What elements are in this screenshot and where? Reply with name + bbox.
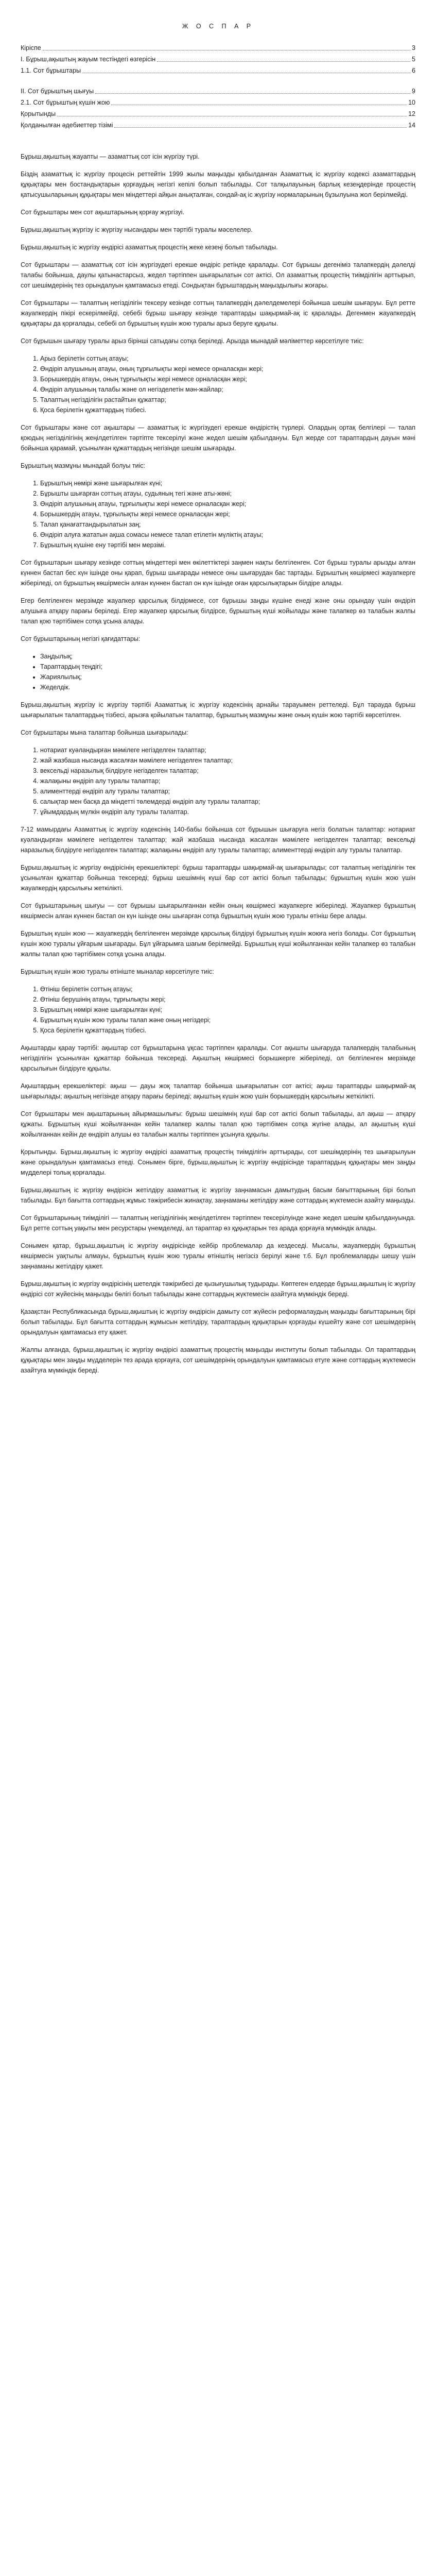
body-paragraph: Сот бұрыштары мына талаптар бойынша шығарылады: xyxy=(21,729,188,736)
table-of-contents xyxy=(21,42,415,131)
body-paragraph: Сот бұрыштарының негізгі қағидаттары: xyxy=(21,635,141,642)
body-paragraph: Ақыштарды қарау тәртібі: ақыштар сот бұрыштарына ұқсас тәртіппен қаралады. Сот ақышты шығаруда талапкердің талабының негізділігін ұсынылған құжаттар бойынша тексереді. Ақыштың көшірмесі борышкерге жіберіледі, ол белгіленген мерзімде қарсылығын білдіруге құқылы. xyxy=(21,1044,415,1072)
body-paragraph: Сот бұрыштарының тиімділігі — талаптың негізділігінің жеңілдетілген тәртіппен тексерілуінде және жедел шешім қабылдануында. Бұл ретте соттың уақыты мен ресурстары үнемделеді, ал тараптар өз құқықтарын тез арада қорғауға мүмкіндік алады. xyxy=(21,1214,415,1232)
body-paragraph: Сот бұрыштары мен сот ақыштарының қорғау жүргізуі. xyxy=(21,209,185,216)
body-paragraph: 7-12 мамырдағы Азаматтық іс жүргізу кодексінің 140-бабы бойынша сот бұрышын шығаруға негіз болатын талаптар: нотариат куәландырған мәмілеге негізделген талаптар; жай жазбаша нысанда жасалған мәмілеге негізделген талаптар; вексельді наразылық білдіруге негізделген талаптар; жалақыны өндіріп алу туралы талаптар; алименттерді өндіріп алу туралы талаптар. xyxy=(21,826,415,854)
list-item: 1. Арыз берілетін соттың атауы; xyxy=(40,353,415,364)
body-paragraph: Бұрыш,ақыштың іс жүргізу өндірісінің шетелдік тәжірибесі де қызығушылық тудырады. Көптеген елдерде бұрыш,ақыштың іс жүргізу өндірісі сот жүйесінің маңызды бөлігі болып табылады және соттардың жүктемесін азайтуға мүмкіндік береді. xyxy=(21,1280,415,1298)
requirements-list xyxy=(21,353,415,415)
list-item: 6. Қоса берілетін құжаттардың тізбесі. xyxy=(40,405,415,415)
list-item: 2. Өндіріп алушының атауы, оның тұрғылықты жері немесе орналасқан жері; xyxy=(40,364,415,374)
body-paragraph: Бұрыш,ақыштың іс жүргізу өндірісінің ерекшеліктері: бұрыш тараптарды шақырмай-ақ шығарылады; сот талаптың негізділігін тек ұсынылған құжаттар бойынша тексереді; бұрыш шешімнің күші бар сот актісі болып табылады; бұрыштың күшін жою үшін жауапкердің қарсылығы жеткілікті. xyxy=(21,864,415,892)
toc-leader xyxy=(95,93,410,94)
cancel-list xyxy=(21,984,415,1036)
list-item: 4. Өндіріп алушының талабы және ол негізделетін мән-жайлар; xyxy=(40,384,415,395)
list-item: 1. Өтініш берілетін соттың атауы; xyxy=(40,984,415,994)
body-paragraph: Сот бұрыштарының шығуы — сот бұрышы шығарылғаннан кейін оның көшірмесі жауапкерге жіберіледі. Жауапкер бұрыштың көшірмесін алған күннен бастап он күн ішінде оны шығарған сотқа бұрыштың күшін жою туралы өтініш бере алады. xyxy=(21,902,415,920)
body-paragraph: Егер белгіленген мерзімде жауапкер қарсылық білдірмесе, сот бұрышы заңды күшіне енеді және оны орындау үшін өндіріп алушыға атқару парағы беріледі. Егер жауапкер қарсылық білдірсе, бұрыштың күші жойылады және талапкер өз талабын жалпы талап қою тәртібімен сотқа ұсына алады. xyxy=(21,597,415,625)
principles-list xyxy=(21,651,415,692)
body-paragraph: Сот бұрыштары мен ақыштарының айырмашылығы: бұрыш шешімнің күші бар сот актісі болып табылады, ал ақыш — атқару құжаты. Бұрыштың күші жойылғаннан кейін талапкер жалпы талап қою тәртібімен сотқа жүгіне алады, ал ақыштың күші жойылғаннан кейін де өндіріп алушы өз талабын жалпы тәртіппен ұсынуға құқылы. xyxy=(21,1110,415,1138)
list-item: 5. алименттерді өндіріп алу туралы талаптар; xyxy=(40,786,415,796)
toc-leader xyxy=(157,61,410,62)
toc-page: 10 xyxy=(408,99,415,106)
body-paragraph: Ақыштардың ерекшеліктері: ақыш — дауы жоқ талаптар бойынша шығарылатын сот актісі; ақыш тараптарды шақырмай-ақ шығарылады; ақыштың негізінде атқару парағы беріледі; ақыштың күшін жою үшін борышкердің қарсылығы жеткілікті. xyxy=(21,1082,415,1100)
toc-page: 3 xyxy=(412,44,415,52)
body-paragraph: Біздің азаматтық іс жүргізу процесін реттейтін 1999 жылы маңызды қабылданған Азаматтық іс жүргізу кодексі азаматтардың құқықтары мен бостандықтарын қорғаудың негізгі кепілі болып табылады. Сот талқылауының барлық кезеңдерінде процестің қатысушыларының құқықтары мен міндеттері айқын анықталған, сондай-ақ іс жүргізу нормаларының бұзылуына жол берілмейді. xyxy=(21,171,415,198)
body-paragraph: Сонымен қатар, бұрыш,ақыштың іс жүргізу өндірісінде кейбір проблемалар да кездеседі. Мысалы, жауапкердің бұрыштың көшірмесін уақтылы алмауы, бұрыштың күшін жою туралы өтініштің негізсіз берілуі және т.б. Бұл проблемаларды шешу үшін заңнаманы жетілдіру қажет. xyxy=(21,1242,415,1270)
toc-label: І. Бұрыш,ақыштың жауым тестіндегі өзгерісін xyxy=(21,56,156,63)
toc-page: 12 xyxy=(408,110,415,117)
list-item: 7. ұйымдардың мүлкін өндіріп алу туралы талаптар. xyxy=(40,807,415,817)
toc-row xyxy=(21,54,415,65)
body-paragraph: Бұрыш,ақыштың жүргізу іс жүргізу тәртібі Азаматтық іс жүргізу кодексінің арнайы тарауымен реттеледі. Бұл тарауда бұрыш шығарылатын талаптардың тізбесі, арызға қойылатын талаптар, бұрыштың мазмұны және оның күшін жою тәртібі көрсетілген. xyxy=(21,701,415,719)
intro-heading: Бұрыш,ақыштың жауапты — азаматтық сот ісін жүргізу түрі. xyxy=(21,153,200,160)
body-paragraph: Сот бұрыштары — азаматтық сот ісін жүргізудегі ерекше өндіріс ретінде қаралады. Сот бұрышы дегеніміз талапкердің дәлелді талабы бойынша, даулы қатынастарсыз, жедел тәртіппен шығарылатын сот актісі. Ол азаматтық процестің тиімділігін арттырып, сот шешімдерінің тез орындалуын қамтамасыз етеді. Сондықтан бұрыштардың маңыздылығы жоғары. xyxy=(21,261,415,289)
toc-row xyxy=(21,65,415,76)
toc-label: 1.1. Сот бұрыштары xyxy=(21,67,81,74)
list-item: • Жеделдік. xyxy=(40,682,415,692)
toc-row xyxy=(21,86,415,97)
body-paragraph: Бұрыштың күшін жою — жауапкердің белгіленген мерзімде қарсылық білдіруі бұрыштың күшін жоюға негіз болады. Сот бұрыштың күшін жою туралы ұйғарым шығарады. Бұл ұйғарымға шағым берілмейді. Бұрыштың күші жойылғаннан кейін талапкер өз талабын жалпы талап қою тәртібімен сотқа ұсына алады. xyxy=(21,930,415,958)
list-item: 2. Бұрышты шығарған соттың атауы, судьяның тегі және аты-жөні; xyxy=(40,488,415,499)
list-item: 3. вексельді наразылық білдіруге негізделген талаптар; xyxy=(40,766,415,776)
body-paragraph: Сот бұрыштары және сот ақыштары — азаматтық іс жүргізудегі ерекше өндірістің түрлері. Олардың ортақ белгілері — талап қоюдың негізділігінің жеңілдетілген тәртіпте тексерілуі және жедел шешім қабылдануы. Бұл жерде сот тараптардың дауын мәні бойынша қарамай, ұсынылған құжаттардың негізінде шешім шығарады. xyxy=(21,424,415,452)
toc-page: 9 xyxy=(412,88,415,95)
list-item: 4. жалақыны өндіріп алу туралы талаптар; xyxy=(40,776,415,786)
list-item: 2. жай жазбаша нысанда жасалған мәмілеге негізделген талаптар; xyxy=(40,755,415,766)
body-paragraph: Бұрыштың мазмұны мынадай болуы тиіс: xyxy=(21,462,146,469)
body-paragraph: Сот бұрыштарын шығару кезінде соттың міндеттері мен өкілеттіктері заңмен нақты белгіленген. Сот бұрыш туралы арызды алған күннен бастап бес күн ішінде оны қарап, бұрыш шығарады немесе оны шығарудан бас тартады. Бұрыштың көшірмесі жауапкерге жіберіледі, ол бұрыштың көшірмесін алған күннен бастап он күн ішінде оған қарсылықтарын білдіре алады. xyxy=(21,559,415,587)
list-item: 2. Өтініш берушінің атауы, тұрғылықты жері; xyxy=(40,994,415,1005)
toc-label: Кіріспе xyxy=(21,44,41,52)
body-paragraph: Бұрыштың күшін жою туралы өтініште мыналар көрсетілуге тиіс: xyxy=(21,968,214,975)
body-paragraph: Сот бұрыштары — талаптың негізділігін тексеру кезінде соттың талапкердің дәлелдемелері бойынша шешім шығаруы. Бұл ретте жауапкердің пікірі ескерілмейді, себебі бұрыш шығару кезінде тараптарды шақырмай-ақ іс қаралады. Дегенмен жауапкердің құқықтары да қорғалады, себебі ол бұрыштың күшін жою туралы арыз беруге құқылы. xyxy=(21,299,415,327)
toc-page: 14 xyxy=(408,122,415,129)
list-item: • Тараптардың теңдігі; xyxy=(40,662,415,672)
toc-row xyxy=(21,108,415,120)
claims-list xyxy=(21,745,415,817)
list-item: • Жариялылық; xyxy=(40,672,415,682)
toc-label: 2.1. Сот бұрыштың күшін жою xyxy=(21,99,110,106)
list-item: 3. Бұрыштың нөмірі және шығарылған күні; xyxy=(40,1005,415,1015)
list-item: 6. салықтар мен басқа да міндетті төлемдерді өндіріп алу туралы талаптар; xyxy=(40,796,415,807)
list-item: 3. Борышкердің атауы, оның тұрғылықты жері немесе орналасқан жері; xyxy=(40,374,415,384)
list-item: 5. Қоса берілетін құжаттардың тізбесі. xyxy=(40,1025,415,1036)
toc-label: Қолданылған әдебиеттер тізімі xyxy=(21,122,113,129)
body-paragraph: Қазақстан Республикасында бұрыш,ақыштың іс жүргізу өндірісін дамыту сот жүйесін реформалаудың маңызды бағыттарының бірі болып табылады. Бұл бағытта соттардың жұмысын жетілдіру, тараптардың құқықтарын қорғауды күшейту және сот шешімдерінің орындалуын қамтамасыз ету қажет. xyxy=(21,1308,415,1336)
body-paragraph: Бұрыш,ақыштың жүргізу іс жүргізу нысандары мен тәртібі туралы мәселелер. xyxy=(21,226,253,233)
list-item: 6. Өндіріп алуға жататын ақша сомасы немесе талап етілетін мүліктің атауы; xyxy=(40,530,415,540)
toc-page: 5 xyxy=(412,56,415,63)
list-item: 1. Бұрыштың нөмірі және шығарылған күні; xyxy=(40,478,415,488)
body-paragraph: Жалпы алғанда, бұрыш,ақыштың іс жүргізу өндірісі азаматтық процестің маңызды институты болып табылады. Ол тараптардың құқықтары мен заңды мүдделерін тез арада қорғауға, сот шешімдерінің орындалуын қамтамасыз етуге және соттардың жүктемесін азайтуға мүмкіндік береді. xyxy=(21,1346,415,1374)
toc-leader xyxy=(114,127,407,128)
body-paragraph: Бұрыш,ақыштың іс жүргізу өндірісі азаматтық процестің жеке кезеңі болып табылады. xyxy=(21,244,278,251)
toc-row xyxy=(21,97,415,108)
toc-row xyxy=(21,120,415,131)
list-item: 1. нотариат куәландырған мәмілеге негізделген талаптар; xyxy=(40,745,415,755)
toc-label: Қорытынды xyxy=(21,110,56,117)
document-body xyxy=(21,151,415,1376)
body-paragraph: Бұрыш,ақыштың іс жүргізу өндірісін жетілдіру азаматтық іс жүргізу заңнамасын дамытудың басым бағыттарының бірі болып табылады. Бұл бағытта соттардың жұмыс тәжірибесін жинақтау, заңнаманы жетілдіру және соттардың жүктемесін азайту маңызды. xyxy=(21,1187,415,1204)
document-title: Ж О С П А Р xyxy=(182,23,254,30)
order-contents-list xyxy=(21,478,415,550)
list-item: 4. Борышкердің атауы, тұрғылықты жері немесе орналасқан жері; xyxy=(40,509,415,519)
list-item: 5. Талап қанағаттандырылатын заң; xyxy=(40,519,415,530)
list-item: 3. Өндіріп алушының атауы, тұрғылықты жері немесе орналасқан жері; xyxy=(40,499,415,509)
body-paragraph: Сот бұрышын шығару туралы арыз бірінші сатыдағы сотқа беріледі. Арызда мынадай мәліметтер көрсетілуге тиіс: xyxy=(21,337,364,345)
toc-row xyxy=(21,42,415,54)
toc-page: 6 xyxy=(412,67,415,74)
body-paragraph: Қорытынды. Бұрыш,ақыштың іс жүргізу өндірісі азаматтық процестің тиімділігін арттырады, сот шешімдерінің тез шығарылуын және орындалуын қамтамасыз етеді. Сонымен бірге, бұрыш,ақыштың іс жүргізу өндірісінде тараптардың құқықтары мен заңды мүдделері толық қорғалады. xyxy=(21,1148,415,1176)
toc-label: ІІ. Сот бұрыштың шығуы xyxy=(21,88,94,95)
list-item: • Заңдылық; xyxy=(40,651,415,662)
list-item: 5. Талаптың негізділігін растайтын құжаттар; xyxy=(40,395,415,405)
list-item: 7. Бұрыштың күшіне ену тәртібі мен мерзімі. xyxy=(40,540,415,550)
list-item: 4. Бұрыштың күшін жою туралы талап және оның негіздері; xyxy=(40,1015,415,1025)
